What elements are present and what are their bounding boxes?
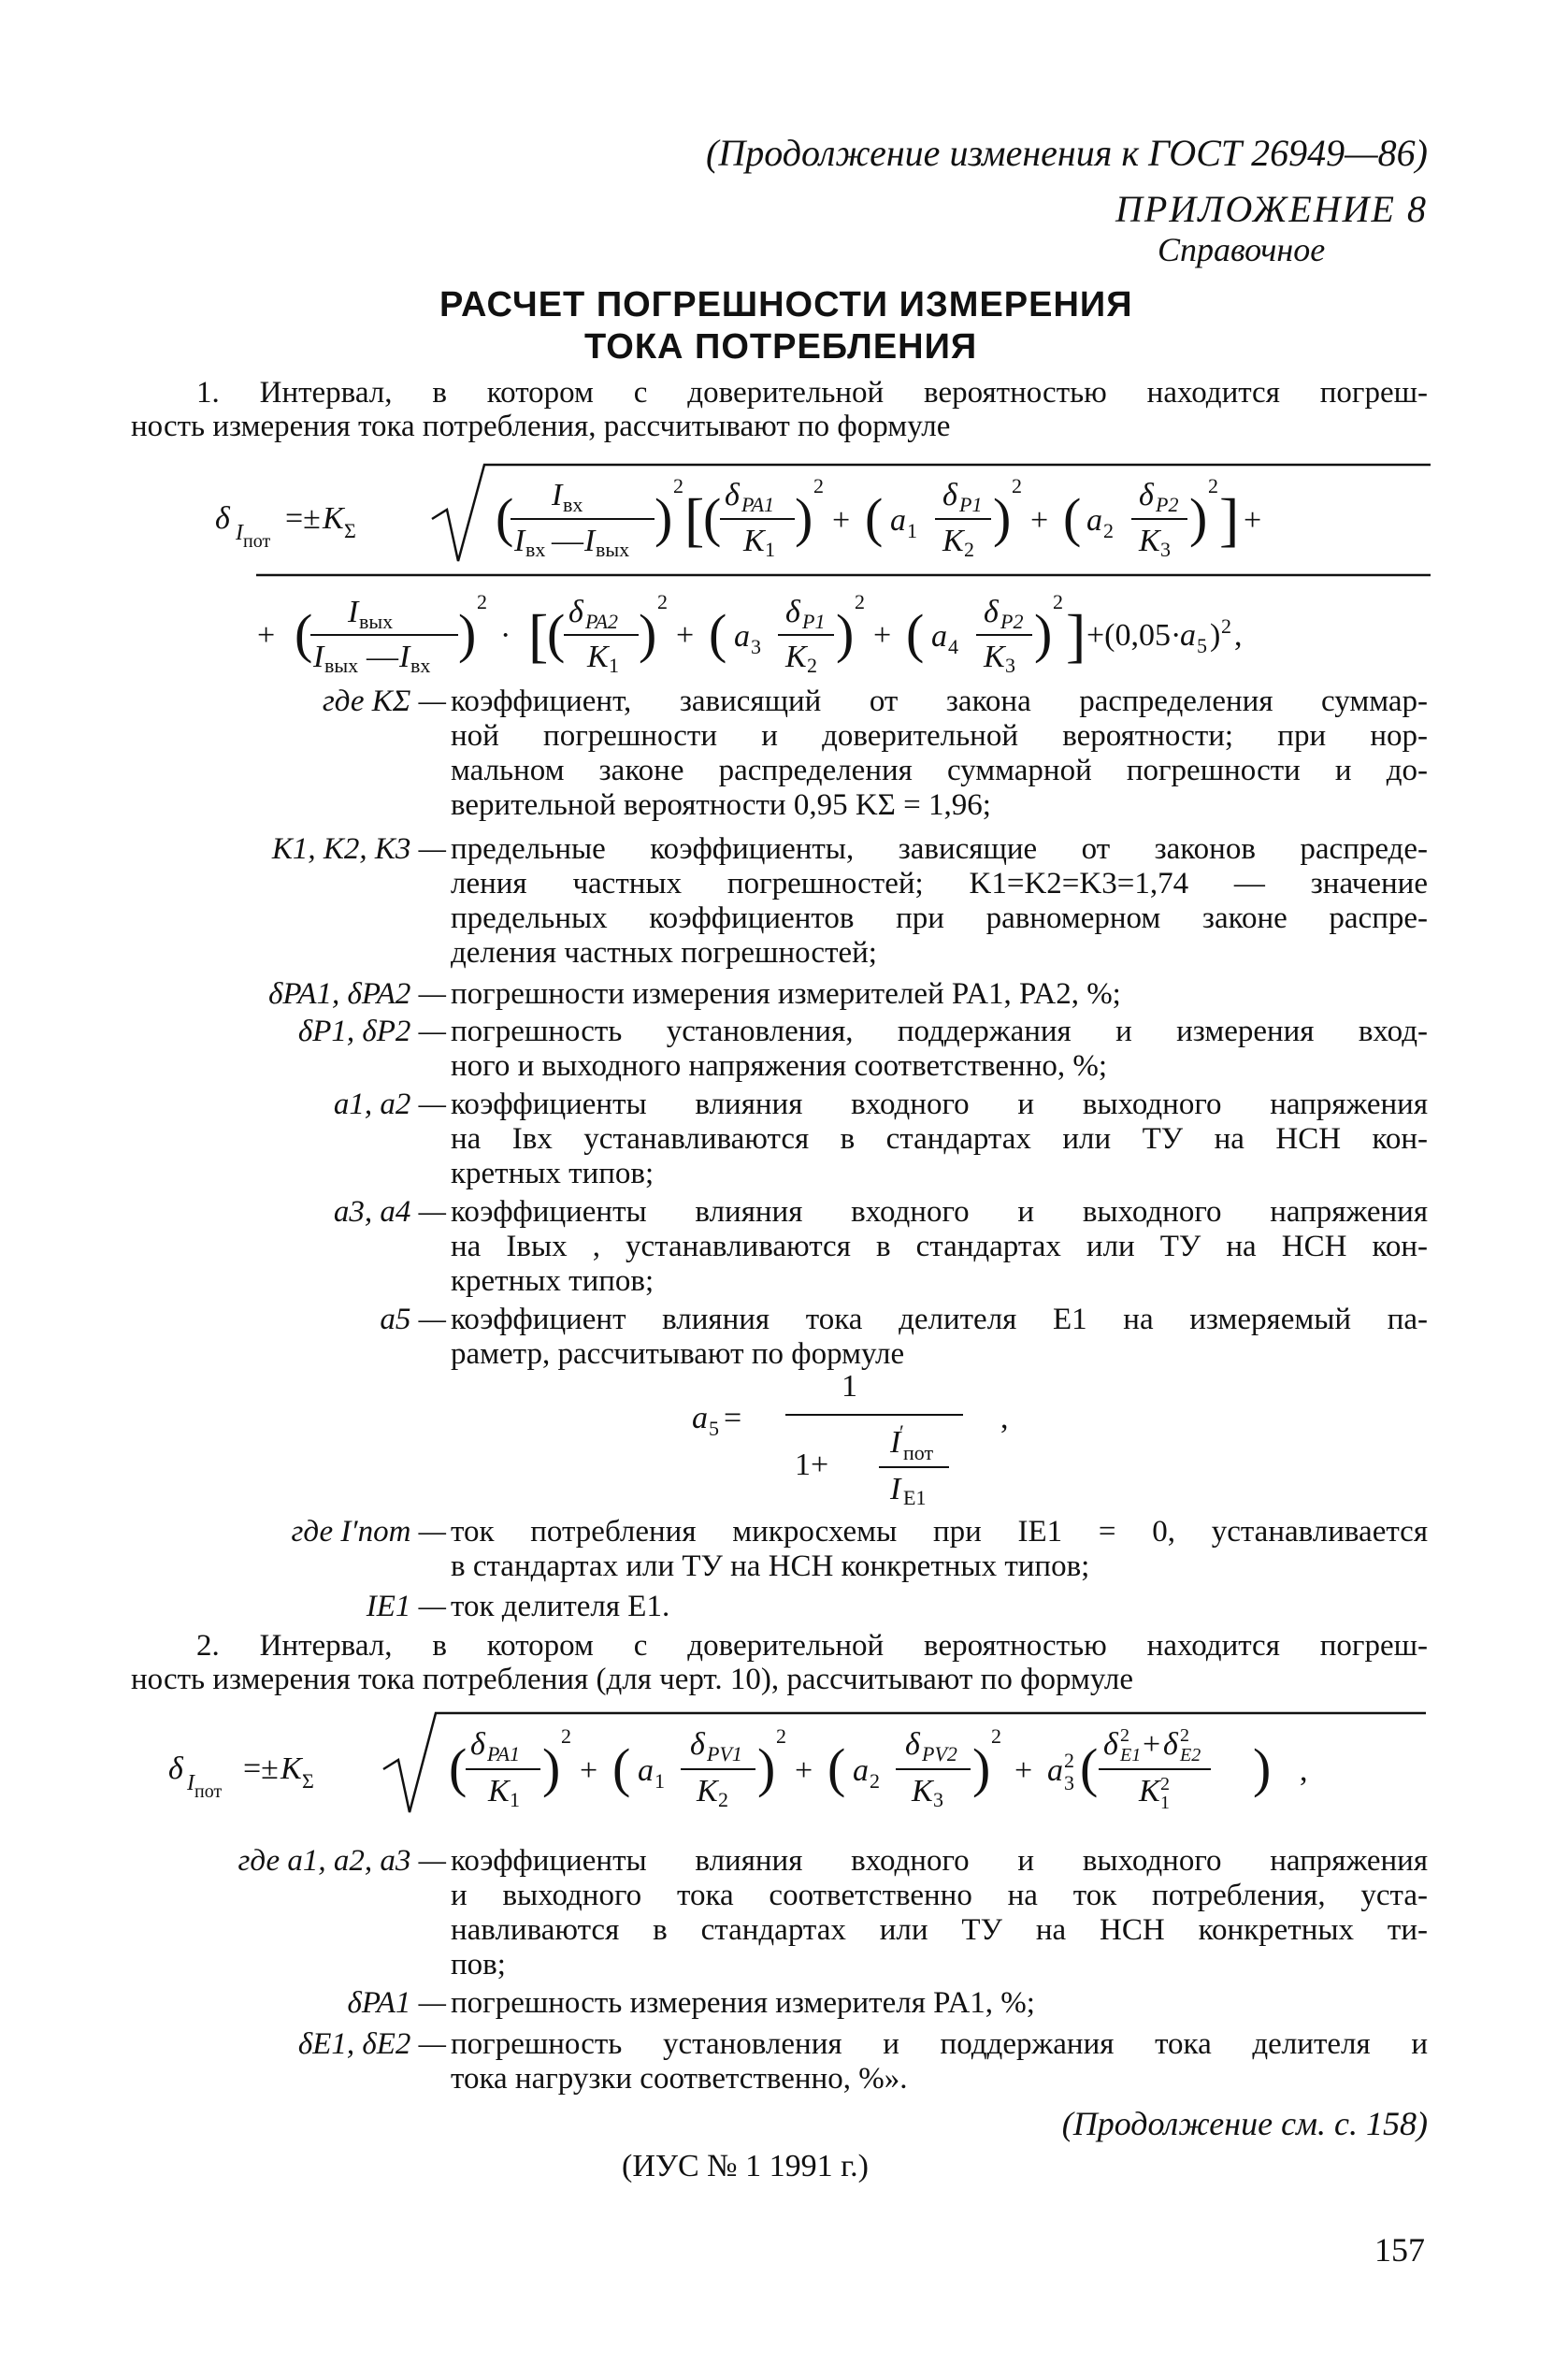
svg-text:2: 2: [1120, 1725, 1129, 1746]
def-k123-term: K1, K2, K3 —: [271, 832, 446, 866]
svg-text:1: 1: [842, 1369, 857, 1404]
desc-line: ления частных погрешностей; K1=K2=K3=1,74 — значение: [451, 867, 1428, 901]
desc-line: мальном законе распределения суммарной погрешности и до-: [451, 754, 1428, 787]
svg-text:): ): [1253, 1737, 1272, 1798]
svg-text:вх: вх: [563, 493, 583, 516]
svg-text:K: K: [697, 1774, 718, 1808]
desc-line: предельных коэффициентов при равномерном законе распре-: [451, 901, 1428, 935]
svg-text:2: 2: [1208, 474, 1218, 497]
svg-text:1: 1: [1160, 1793, 1170, 1813]
svg-text:P2: P2: [1000, 610, 1024, 633]
svg-text:): ): [655, 487, 673, 548]
svg-text:2: 2: [718, 1788, 728, 1811]
desc-line: и выходного тока соответственно на ток потребления, уста-: [451, 1879, 1428, 1912]
svg-text:[: [: [684, 486, 705, 553]
svg-text:пот: пот: [903, 1441, 934, 1464]
svg-text:K: K: [587, 640, 609, 674]
appendix-label: ПРИЛОЖЕНИЕ 8: [1115, 188, 1428, 230]
svg-text:2: 2: [776, 1724, 786, 1748]
svg-text:I: I: [348, 595, 359, 629]
svg-text:): ): [836, 603, 855, 664]
svg-text:+(0,05·: +(0,05·: [1086, 618, 1182, 653]
svg-text:2: 2: [657, 590, 668, 613]
svg-text:(: (: [865, 487, 884, 548]
def-a34-desc: [451, 1195, 1428, 1299]
svg-text:): ): [1189, 487, 1208, 548]
desc-line: коэффициенты влияния входного и выходного напряжения: [451, 1195, 1428, 1229]
svg-text:I: I: [584, 524, 596, 558]
paragraph-1-line1: 1. Интервал, в котором с доверительной вероятностью находится погреш-: [196, 376, 1428, 410]
svg-text:вх: вх: [525, 538, 546, 561]
svg-text:2: 2: [1012, 474, 1022, 497]
svg-text:PA1: PA1: [487, 1742, 521, 1765]
svg-text:+: +: [676, 618, 695, 653]
svg-text:′: ′: [899, 1420, 904, 1444]
svg-text:E1: E1: [1120, 1745, 1142, 1765]
svg-text:1: 1: [907, 519, 917, 542]
svg-text:2: 2: [561, 1724, 571, 1748]
svg-text:a: a: [890, 503, 906, 538]
svg-text:δ: δ: [470, 1727, 485, 1762]
svg-text:1+: 1+: [795, 1448, 829, 1482]
svg-text:): ): [458, 603, 477, 664]
desc-line: кретных типов;: [451, 1264, 655, 1298]
svg-text:]: ]: [1219, 486, 1240, 553]
svg-text:δ: δ: [690, 1727, 705, 1762]
svg-text:I: I: [890, 1472, 901, 1506]
svg-text:K: K: [1139, 524, 1160, 558]
svg-text:a: a: [638, 1753, 654, 1788]
svg-text:I: I: [890, 1425, 901, 1460]
svg-text:4: 4: [948, 635, 958, 658]
svg-text:P2: P2: [1156, 493, 1179, 516]
svg-text:δ: δ: [725, 478, 740, 512]
svg-text:(: (: [612, 1737, 631, 1798]
svg-text:E2: E2: [1180, 1745, 1201, 1765]
svg-text:2: 2: [673, 474, 683, 497]
def-dpa1-desc: [451, 1986, 1428, 2021]
svg-text:δ: δ: [984, 595, 999, 629]
svg-text:—: —: [367, 640, 398, 674]
svg-text:K: K: [281, 1751, 302, 1786]
svg-text:(: (: [827, 1737, 846, 1798]
svg-text:δ: δ: [1103, 1727, 1118, 1762]
def-ipot-desc: [451, 1515, 1428, 1584]
def-ksigma-term: где KΣ —: [322, 684, 446, 718]
desc-line: коэффициенты влияния входного и выходного напряжения: [451, 1844, 1428, 1878]
svg-text:вых: вых: [359, 610, 394, 633]
continuation-footer: (Продолжение см. с. 158): [1061, 2105, 1428, 2142]
svg-text:1: 1: [655, 1769, 665, 1793]
def-ie1-term: IE1 —: [366, 1590, 446, 1623]
continuation-header: (Продолжение изменения к ГОСТ 26949—86): [706, 132, 1428, 174]
def-ipot-term: где I′пот —: [291, 1515, 446, 1549]
svg-text:+: +: [873, 618, 892, 653]
svg-text:δ: δ: [1163, 1727, 1178, 1762]
svg-text:2: 2: [855, 590, 865, 613]
svg-text:P1: P1: [802, 610, 826, 633]
paragraph-2-line1: 2. Интервал, в котором с доверительной вероятностью находится погреш-: [196, 1629, 1428, 1663]
svg-text:+: +: [1143, 1727, 1161, 1762]
def-a123-desc: [451, 1844, 1428, 1982]
svg-text:1: 1: [765, 538, 775, 561]
def-dpa-desc: [451, 977, 1428, 1012]
svg-text:вх: вх: [410, 654, 431, 677]
svg-text:=±: =±: [285, 501, 321, 536]
svg-text:·: ·: [500, 618, 511, 653]
def-a123-term: где a1, a2, a3 —: [237, 1844, 446, 1878]
svg-text:PV2: PV2: [922, 1742, 957, 1765]
svg-text:): ): [1210, 618, 1221, 653]
svg-text:P1: P1: [959, 493, 983, 516]
document-title-line1: РАСЧЕТ ПОГРЕШНОСТИ ИЗМЕРЕНИЯ: [439, 285, 1133, 324]
svg-text:I: I: [313, 640, 324, 674]
svg-text:a: a: [692, 1401, 708, 1435]
desc-line: коэффициент влияния тока делителя E1 на измеряемый па-: [451, 1303, 1428, 1336]
svg-text:(: (: [449, 1737, 468, 1798]
document-title-line2: ТОКА ПОТРЕБЛЕНИЯ: [584, 327, 978, 367]
svg-text:I: I: [514, 524, 525, 558]
svg-text:PV1: PV1: [707, 1742, 742, 1765]
svg-text:3: 3: [1064, 1771, 1074, 1794]
svg-text:,: ,: [1300, 1753, 1308, 1788]
svg-text:a: a: [1047, 1753, 1063, 1788]
svg-text:K: K: [984, 640, 1005, 674]
svg-text:): ): [542, 1737, 561, 1798]
svg-text:Σ: Σ: [302, 1769, 314, 1793]
svg-text:δ: δ: [215, 501, 230, 536]
def-dpa1-term: δPA1 —: [347, 1986, 446, 2020]
svg-text:3: 3: [1005, 654, 1015, 677]
svg-text:вых: вых: [596, 538, 630, 561]
svg-text:a: a: [931, 619, 947, 654]
svg-text:K: K: [942, 524, 964, 558]
svg-text:2: 2: [1103, 519, 1114, 542]
svg-text:+: +: [580, 1753, 598, 1788]
desc-line: ного и выходного напряжения соответственно, %;: [451, 1049, 1108, 1083]
svg-text:+: +: [1014, 1753, 1033, 1788]
desc-line: навливаются в стандартах или ТУ на НСН конкретных ти-: [451, 1913, 1428, 1947]
svg-text:2: 2: [477, 590, 487, 613]
desc-line: предельные коэффициенты, зависящие от законов распреде-: [451, 832, 1428, 866]
svg-text:I: I: [552, 478, 563, 512]
desc-line: кретных типов;: [451, 1157, 655, 1190]
svg-text:K: K: [743, 524, 765, 558]
svg-text:PA2: PA2: [585, 610, 619, 633]
svg-text:2: 2: [870, 1769, 880, 1793]
svg-text:3: 3: [751, 635, 761, 658]
svg-text:1: 1: [510, 1788, 520, 1811]
desc-line: коэффициент, зависящий от закона распределения суммар-: [451, 684, 1428, 718]
svg-text:,: ,: [1234, 618, 1243, 653]
svg-text:[: [: [528, 602, 549, 669]
def-a12-term: a1, a2 —: [333, 1088, 446, 1121]
def-de-desc: [451, 2027, 1428, 2096]
desc-line: ток потребления микросхемы при IE1 = 0, устанавливается: [451, 1515, 1428, 1549]
svg-text:+: +: [1244, 503, 1262, 538]
svg-text:K: K: [912, 1774, 933, 1808]
desc-line: деления частных погрешностей;: [451, 936, 877, 970]
svg-text:2: 2: [1064, 1749, 1074, 1772]
desc-line: погрешность установления и поддержания тока делителя и: [451, 2027, 1428, 2061]
svg-text:=: =: [724, 1401, 742, 1435]
svg-text:I: I: [399, 640, 410, 674]
svg-text:): ): [972, 1737, 991, 1798]
svg-text:5: 5: [1197, 634, 1207, 657]
desc-line: погрешности измерения измерителей PA1, PA2, %;: [451, 977, 1121, 1011]
svg-text:K: K: [1139, 1774, 1160, 1808]
desc-line: ток делителя E1.: [451, 1590, 670, 1623]
svg-text:=±: =±: [243, 1751, 279, 1786]
desc-line: раметр, рассчитывают по формуле: [451, 1337, 905, 1371]
svg-text:PA1: PA1: [741, 493, 775, 516]
svg-text:—: —: [552, 524, 583, 558]
svg-text:a: a: [1086, 503, 1102, 538]
desc-line: в стандартах или ТУ на НСН конкретных типов;: [451, 1549, 1090, 1583]
svg-text:(: (: [295, 603, 313, 664]
svg-text:δ: δ: [905, 1727, 920, 1762]
svg-text:K: K: [323, 501, 344, 536]
svg-text:,: ,: [1000, 1401, 1009, 1435]
svg-text:Σ: Σ: [344, 519, 356, 542]
def-ksigma-desc: [451, 684, 1428, 823]
desc-line: ной погрешности и доверительной вероятности; при нор-: [451, 719, 1428, 753]
paragraph-1-line2: ность измерения тока потребления, рассчитывают по формуле: [131, 410, 951, 443]
svg-text:E1: E1: [903, 1486, 927, 1509]
svg-text:1: 1: [609, 654, 619, 677]
desc-line: пов;: [451, 1948, 506, 1981]
svg-text:+: +: [832, 503, 851, 538]
svg-text:пот: пот: [194, 1781, 223, 1802]
svg-text:(: (: [709, 603, 727, 664]
desc-line: погрешность установления, поддержания и измерения вход-: [451, 1015, 1428, 1048]
svg-text:a: a: [734, 619, 750, 654]
def-dpa-term: δPA1, δPA2 —: [268, 977, 446, 1011]
svg-text:): ): [639, 603, 657, 664]
svg-text:δ: δ: [168, 1751, 183, 1786]
svg-text:+: +: [257, 618, 276, 653]
svg-text:2: 2: [807, 654, 817, 677]
svg-text:2: 2: [1160, 1774, 1170, 1794]
svg-text:K: K: [785, 640, 807, 674]
def-ie1-desc: [451, 1590, 1428, 1624]
svg-text:2: 2: [813, 474, 824, 497]
ius-note: (ИУС № 1 1991 г.): [622, 2149, 869, 2183]
svg-text:5: 5: [709, 1417, 719, 1440]
svg-text:(: (: [547, 603, 566, 664]
def-de-term: δE1, δE2 —: [297, 2027, 446, 2061]
svg-text:δ: δ: [1139, 478, 1154, 512]
desc-line: на Iвых , устанавливаются в стандартах или ТУ на НСН кон-: [451, 1230, 1428, 1263]
svg-text:): ): [993, 487, 1012, 548]
svg-text:вых: вых: [324, 654, 359, 677]
desc-line: верительной вероятности 0,95 KΣ = 1,96;: [451, 788, 991, 822]
svg-text:2: 2: [1221, 614, 1231, 638]
desc-line: коэффициенты влияния входного и выходного напряжения: [451, 1088, 1428, 1121]
svg-text:+: +: [795, 1753, 813, 1788]
reference-label: Справочное: [1158, 231, 1326, 268]
svg-text:): ): [795, 487, 813, 548]
formula-1: [187, 454, 1440, 697]
def-dp-desc: [451, 1015, 1428, 1084]
svg-text:): ): [1034, 603, 1053, 664]
svg-text:3: 3: [1160, 538, 1171, 561]
svg-text:K: K: [488, 1774, 510, 1808]
svg-text:δ: δ: [568, 595, 583, 629]
paragraph-2-line2: ность измерения тока потребления (для черт. 10), рассчитывают по формуле: [131, 1663, 1134, 1696]
svg-text:I: I: [236, 521, 243, 545]
svg-text:3: 3: [933, 1788, 943, 1811]
def-a12-desc: [451, 1088, 1428, 1191]
svg-text:(: (: [1063, 487, 1082, 548]
svg-text:(: (: [703, 487, 722, 548]
svg-text:(: (: [906, 603, 925, 664]
def-a34-term: a3, a4 —: [333, 1195, 446, 1229]
svg-text:a: a: [1180, 618, 1196, 653]
svg-text:(: (: [1080, 1737, 1099, 1798]
def-k123-desc: [451, 832, 1428, 971]
svg-text:пот: пот: [243, 531, 271, 552]
desc-line: тока нагрузки соответственно, %».: [451, 2062, 908, 2096]
page-number: 157: [1374, 2231, 1425, 2269]
svg-text:2: 2: [1180, 1725, 1189, 1746]
svg-text:δ: δ: [942, 478, 957, 512]
desc-line: на Iвх устанавливаются в стандартах или ТУ на НСН кон-: [451, 1122, 1428, 1156]
svg-text:I: I: [187, 1771, 194, 1795]
svg-text:δ: δ: [785, 595, 800, 629]
svg-text:+: +: [1030, 503, 1049, 538]
formula-a5: [683, 1361, 1057, 1510]
svg-text:2: 2: [964, 538, 974, 561]
svg-text:): ): [757, 1737, 776, 1798]
svg-text:]: ]: [1066, 602, 1086, 669]
svg-text:(: (: [496, 487, 514, 548]
def-a5-term: a5 —: [380, 1303, 446, 1336]
svg-text:2: 2: [1053, 590, 1063, 613]
def-dp-term: δP1, δP2 —: [297, 1015, 446, 1048]
desc-line: погрешность измерения измерителя PA1, %;: [451, 1986, 1035, 2020]
svg-text:a: a: [853, 1753, 869, 1788]
formula-2: [159, 1702, 1440, 1842]
svg-text:2: 2: [991, 1724, 1001, 1748]
